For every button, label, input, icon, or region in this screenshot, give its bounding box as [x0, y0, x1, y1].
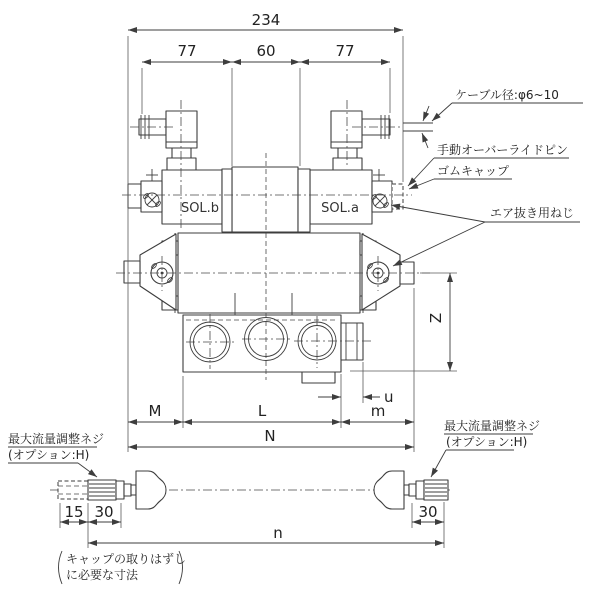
dim-30-left: 30 — [94, 503, 114, 521]
dim-60: 60 — [256, 42, 276, 60]
dim-m: m — [370, 402, 386, 420]
note-flow-adjust-right-2: (オプション:H) — [446, 435, 528, 449]
knob-cap-left — [136, 471, 166, 509]
bottom-tab — [302, 372, 335, 383]
note-cap-removal-2: に必要な寸法 — [66, 568, 139, 582]
front-view — [124, 111, 414, 383]
cable-connector-left — [139, 111, 197, 170]
dim-Z: Z — [427, 312, 445, 324]
label-sol-b: SOL.b — [180, 201, 220, 216]
cap-removed-phantom — [58, 481, 88, 499]
flange-right — [298, 169, 310, 232]
cap-removal-note — [59, 551, 187, 584]
dim-15: 15 — [64, 503, 84, 521]
cable-diameter-indicator — [403, 106, 433, 148]
note-manual-override-pin: 手動オーバーライドピン — [437, 143, 569, 157]
dim-234: 234 — [251, 11, 281, 29]
dim-77-left: 77 — [177, 42, 197, 60]
note-flow-adjust-left-1: 最大流量調整ネジ — [8, 432, 105, 446]
dim-M: M — [148, 402, 162, 420]
mounting-bracket-right — [362, 234, 414, 310]
solenoid-assembly — [162, 167, 372, 232]
hex-plug — [341, 323, 363, 360]
cable-connector-right — [331, 111, 390, 170]
valve-body — [162, 233, 376, 316]
bottom-view — [58, 471, 448, 509]
dim-77-right: 77 — [335, 42, 355, 60]
note-flow-adjust-left-2: (オプション:H) — [8, 448, 90, 462]
label-sol-a: SOL.a — [321, 201, 359, 216]
note-air-bleed-screw: エア抜き用ねじ — [490, 206, 575, 220]
end-block-left — [128, 169, 162, 212]
dim-n: n — [273, 524, 283, 542]
note-rubber-cap: ゴムキャップ — [437, 164, 510, 178]
knob-cap-right — [374, 471, 404, 509]
note-flow-adjust-right-1: 最大流量調整ネジ — [444, 419, 541, 433]
end-block-right — [371, 169, 403, 212]
flange-left — [222, 169, 232, 232]
mounting-bracket-left — [124, 234, 176, 310]
note-cable-diameter: ケーブル径:φ6~10 — [455, 88, 559, 102]
pin-left-icon — [146, 169, 158, 181]
note-cap-removal-1: キャップの取りはずし — [66, 552, 187, 566]
dim-u: u — [384, 388, 394, 406]
dim-L: L — [257, 402, 267, 420]
center-tube — [232, 167, 298, 232]
pin-right-icon — [373, 169, 385, 181]
dim-30-right: 30 — [418, 503, 438, 521]
dim-N: N — [264, 427, 276, 445]
